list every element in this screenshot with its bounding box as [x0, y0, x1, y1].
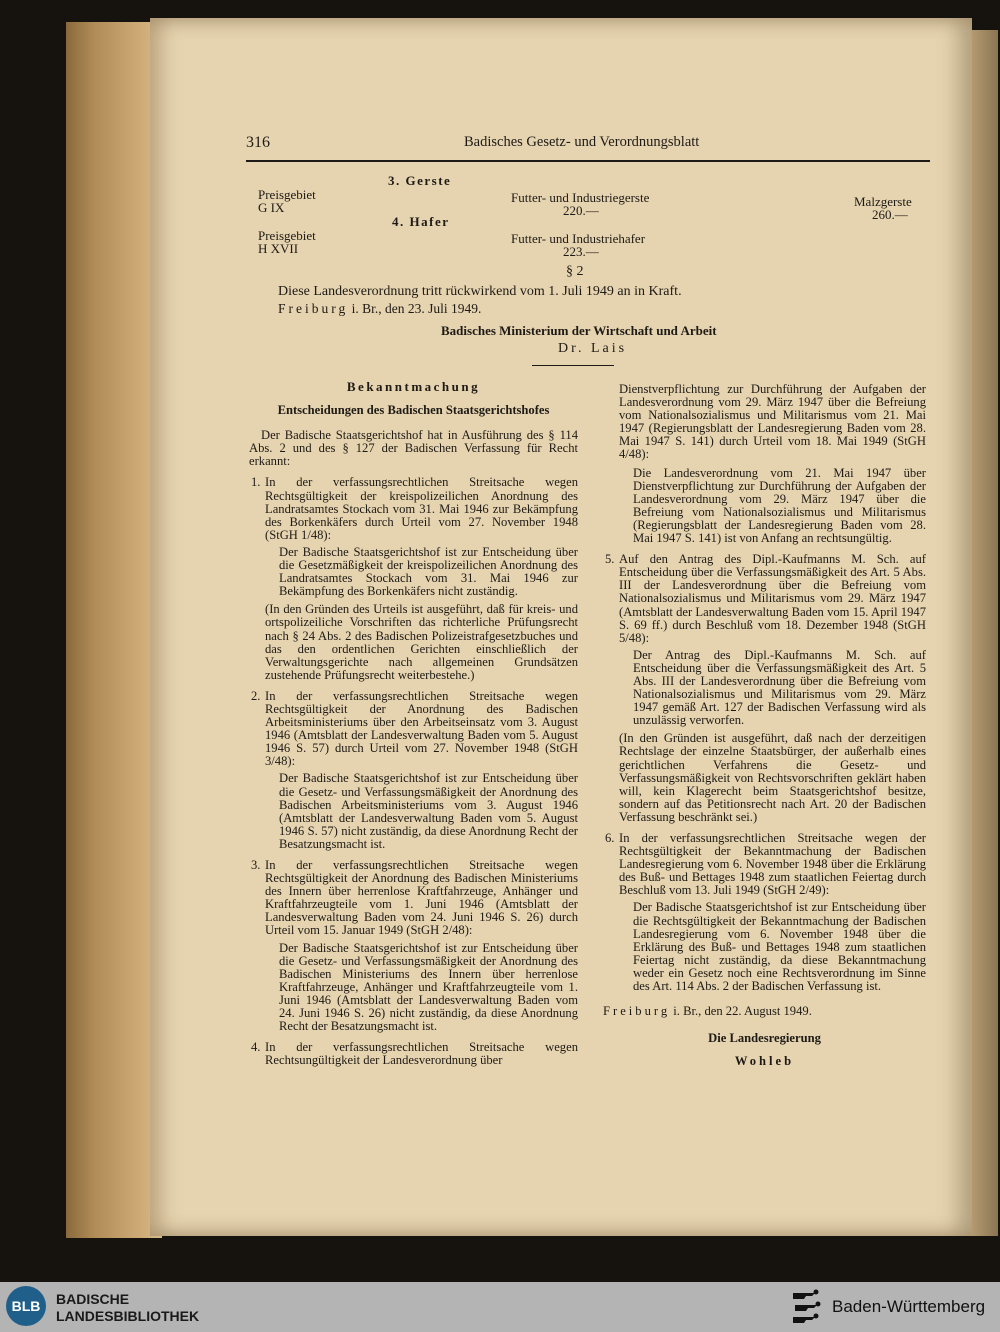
signer-name: Wohleb: [734, 1054, 795, 1069]
item-5-number: 5.: [605, 552, 615, 567]
item-2-number: 2.: [251, 688, 261, 703]
right-column: [603, 383, 926, 1073]
announcement-date: i. Br., den 22. August 1949.: [670, 1004, 812, 1019]
item-6-case-text: In der verfassungsrechtlichen Streitsache wegen der Rechtsgültigkeit der Bekanntmachung der Badischen Landesregierung vom 6. November 1948 über die Erklärung des Buß- und Bettages 1948 zum staatlichen Feiertag durch Beschluß vom 13. Juli 1949 (StGH 2/49):: [619, 831, 926, 898]
price-2: 223.—: [563, 244, 599, 259]
section-rule: [532, 365, 614, 366]
section2-text: Diese Landesverordnung tritt rückwirkend vom 1. Juli 1949 an in Kraft.: [278, 284, 682, 299]
item-2-ruling: Der Badische Staatsgerichtshof ist zur Entscheidung über die Gesetz- und Verfassungsmäßigkeit der Anordnung des Badischen Arbeitsministeriums vom 3. August 1946 (Amtsblatt der Landesverwaltung Baden vom 5. August 1946 S. 57) nicht zuständig, da diese Anordnung Recht der Besatzungsmacht ist.: [279, 771, 578, 851]
item-1-case: [249, 476, 578, 541]
item-4-case-text: In der verfassungsrechtlichen Streitsache wegen Rechtsungültigkeit der Landesverordnung über: [265, 1040, 578, 1068]
hafer-heading: 4. Hafer: [392, 214, 450, 229]
announcement-place: Freiburg: [603, 1004, 671, 1019]
region-label-2: Preisgebiet: [258, 228, 316, 243]
header-rule: [246, 160, 930, 162]
paragraph-sign: § 2: [566, 264, 584, 279]
minister-name: Dr. Lais: [558, 341, 628, 356]
item-3-case: [249, 859, 578, 938]
journal-title: Badisches Gesetz- und Verordnungsblatt: [464, 134, 700, 150]
coat-of-arms-lions-icon: [790, 1287, 822, 1327]
book-page-edges: [66, 22, 162, 1238]
malz-price: 260.—: [872, 207, 908, 222]
item-5-reason: (In den Gründen ist ausgeführt, daß nach der derzeitigen Rechtslage der einzelne Staatsbürger, der außerhalb eines gerichtlichen Verfahrens die Gesetz- und Verfassungsmäßigkeit von Rechtsvorschriften geklärt haben will, kein Klagerecht beim Staatsgerichtshof besitze, sondern auf das Petitionsrecht nach Art. 20 der Badischen Verfassung beschränkt sei.): [619, 731, 926, 824]
item-5-ruling: Der Antrag des Dipl.-Kaufmanns M. Sch. auf Entscheidung über die Verfassungsmäßigkeit des Art. 5 Abs. III der Landesverordnung über die Befreiung vom Nationalsozialismus und Militarismus vom 29. März 1947 gemäß Art. 127 der Badischen Verfassung wird als unzulässig verworfen.: [633, 647, 926, 728]
item-6-ruling: Der Badische Staatsgerichtshof ist zur Entscheidung über die Rechtsgültigkeit der Bekanntmachung der Badischen Landesregierung vom 6. November 1948 über die Erklärung des Buß- und Bettages 1948 zum staatlichen Feiertag nicht zuständig, da diese Bekanntmachung weder ein Gesetz noch eine Rechtsverordnung im Sinne des Art. 114 Abs. 2 der Badischen Verfassung ist.: [633, 900, 926, 994]
blb-logo-text: BLB: [11, 1298, 41, 1314]
item-1-case-text: In der verfassungsrechtlichen Streitsache wegen Rechtsgültigkeit der kreispolizeilichen Anordnung des Landratsamtes Stockach vom 31. Mai 1946 zur Bekämpfung des Borkenkäfers durch Urteil vom 27. November 1948 (StGH 1/48):: [265, 475, 578, 542]
ministry-name: Badisches Ministerium der Wirtschaft und Arbeit: [441, 323, 717, 338]
item-3-ruling: Der Badische Staatsgerichtshof ist zur Entscheidung über die Gesetz- und Verfassungsmäßigkeit der Anordnung des Badischen Ministeriums des Innern über herrenlose Kraftfahrzeuge, Anhänger und Kraftfahrzeugteile vom 1. Juni 1946 (Amtsblatt der Landesverwaltung Baden vom 24. Juni 1946 S. 26) nicht zuständig, da diese Anordnung Recht der Besatzungsmacht ist.: [279, 940, 578, 1034]
region-code-1: G IX: [258, 200, 285, 215]
announcement-intro: Der Badische Staatsgerichtshof hat in Ausführung des § 114 Abs. 2 und des § 127 der Badischen Verfassung für Recht erkannt:: [249, 428, 578, 469]
announcement-place-date: [603, 1005, 926, 1018]
library-name-line2: LANDESBIBLIOTHEK: [56, 1308, 200, 1324]
item-3-case-text: In der verfassungsrechtlichen Streitsache wegen Rechtsgültigkeit der Anordnung des Badischen Ministeriums des Innern über herrenlose Kraftfahrzeuge, Anhänger und Kraftfahrzeugteile vom 1. Juni 1946 (Amtsblatt der Landesverwaltung Baden vom 24. Juni 1946 S. 26) durch Urteil vom 15. Januar 1949 (StGH 2/48):: [265, 858, 578, 938]
product-1: Futter- und Industriegerste: [511, 190, 650, 205]
product-2: Futter- und Industriehafer: [511, 231, 646, 246]
page-number: 316: [246, 134, 270, 151]
item-2-case-text: In der verfassungsrechtlichen Streitsache wegen Rechtsgültigkeit der Anordnung des Badischen Arbeitsministeriums über den Arbeitseinsatz vom 3. August 1946 (Amtsblatt der Landesverwaltung Baden vom 5. August 1946 S. 57) durch Urteil vom 27. November 1948 (StGH 3/48):: [265, 688, 578, 769]
left-column: [249, 380, 578, 1072]
book-right-edge: [972, 30, 998, 1236]
item-4-case-start: [249, 1041, 578, 1067]
item-6-number: 6.: [605, 831, 615, 845]
item-1-ruling: Der Badische Staatsgerichtshof ist zur Entscheidung über die Gesetzmäßigkeit der kreispolizeilichen Anordnung des Landratsamtes Stockach vom 31. Mai 1946 zur Bekämpfung des Borkenkäfers nicht zuständig.: [279, 544, 578, 599]
announcement-heading: Bekanntmachung: [346, 379, 481, 394]
state-name[interactable]: Baden-Württemberg: [832, 1297, 986, 1316]
library-name-line1: BADISCHE: [56, 1291, 130, 1307]
section2-place: Freiburg: [278, 301, 349, 316]
region-code-2: H XVII: [258, 241, 299, 256]
item-4-case-continued: Dienstverpflichtung zur Durchführung der Aufgaben der Landesverordnung vom 29. März 1947 über die Befreiung vom Nationalsozialismus und Militarismus vom 21. Mai 1947 (Regierungsblatt der Landesregierung Baden vom 28. Mai 1947 S. 141) durch Urteil vom 18. Mai 1949 (StGH 4/48):: [619, 382, 926, 462]
item-1-number: 1.: [251, 475, 261, 490]
item-4-number: 4.: [251, 1040, 261, 1055]
malz-product: Malzgerste: [854, 194, 912, 209]
announcement-subheading: Entscheidungen des Badischen Staatsgerichtshofes: [277, 403, 550, 418]
section2-date: i. Br., den 23. Juli 1949.: [348, 301, 482, 316]
region-label-1: Preisgebiet: [258, 187, 316, 202]
signer-body: Die Landesregierung: [708, 1031, 821, 1046]
item-5-case-text: Auf den Antrag des Dipl.-Kaufmanns M. Sch. auf Entscheidung über die Verfassungsmäßigkeit des Art. 5 Abs. III der Landesverordnung über die Befreiung vom Nationalsozialismus und Militarismus vom 29. März 1947 (Amtsblatt der Landesverwaltung Baden vom 15. April 1947 S. 69 ff.) durch Beschluß vom 18. Dezember 1948 (StGH 5/48):: [619, 552, 926, 645]
price-1: 220.—: [563, 203, 599, 218]
item-3-number: 3.: [251, 858, 261, 872]
item-5-case: [603, 553, 926, 645]
section2-place-date: [278, 302, 481, 316]
item-1-reason: (In den Gründen des Urteils ist ausgeführt, daß für kreis- und ortspolizeiliche Vorschriften das richterliche Prüfungsrecht nach § 24 Abs. 2 des Badischen Polizeistrafgesetzbuches und das den ordentlichen Gerichten einschließlich der Verwaltungsgerichte nach allgemeinen Grundsätzen zustehende Prüfungsrecht weiterbestehe.): [265, 602, 578, 682]
item-4-ruling: Die Landesverordnung vom 21. Mai 1947 über Dienstverpflichtung zur Durchführung der Aufgaben der Landesverordnung vom 29. März 1947 über die Befreiung vom Nationalsozialismus und Militarismus (Regierungsblatt der Landesregierung Baden vom 28. Mai 1947 S. 141) ist von Anfang an rechtsungültig.: [633, 465, 926, 546]
blb-logo-icon[interactable]: [6, 1286, 46, 1326]
gerste-heading: 3. Gerste: [388, 173, 452, 188]
library-name[interactable]: [56, 1291, 199, 1325]
item-2-case: [249, 690, 578, 769]
item-6-case: [603, 832, 926, 897]
